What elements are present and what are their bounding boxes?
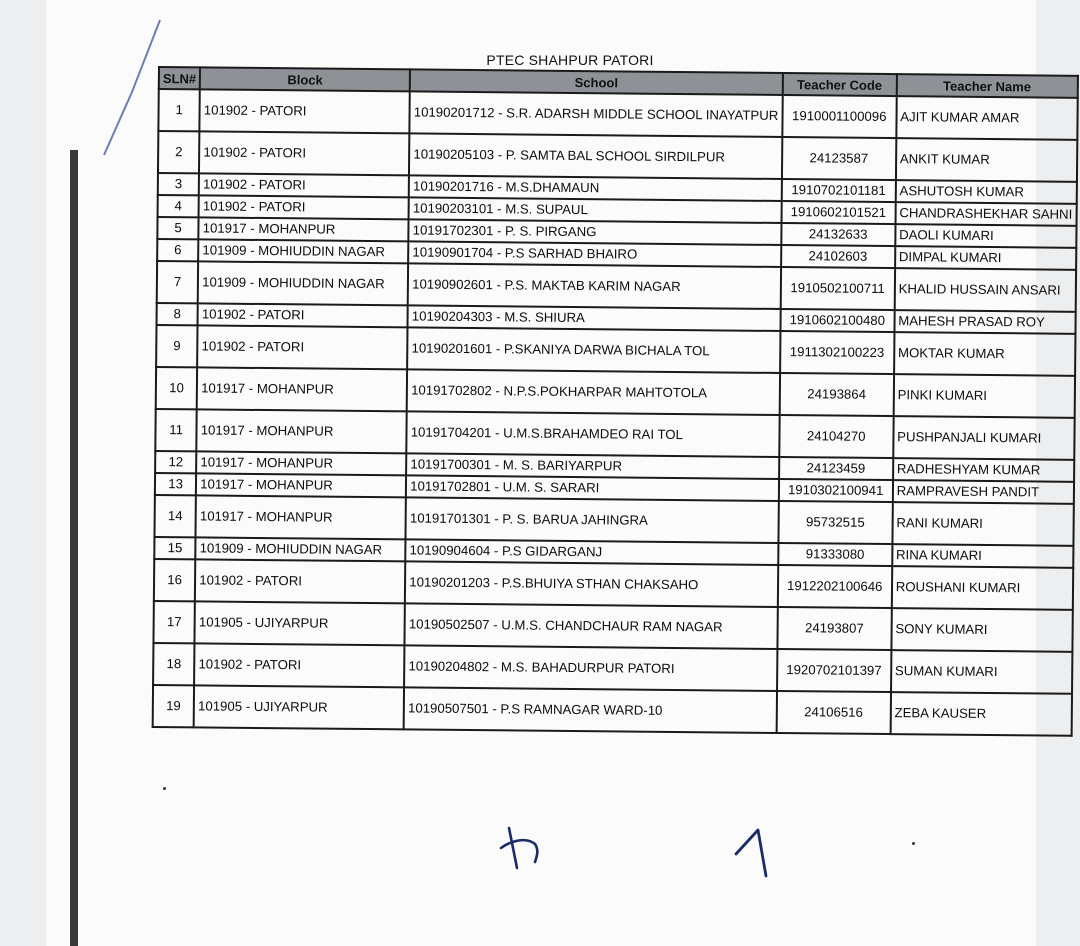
row-block: 101917 - MOHANPUR: [199, 217, 409, 241]
row-teacher-name: PUSHPANJALI KUMARI: [893, 416, 1074, 460]
row-school: 10191702801 - U.M. S. SARARI: [406, 475, 779, 501]
row-teacher-name: KHALID HUSSAIN ANSARI: [894, 268, 1075, 312]
row-teacher-code: 1911302100223: [780, 331, 894, 374]
row-sl-number: 8: [157, 303, 198, 325]
row-teacher-name: CHANDRASHEKHAR SAHNI: [895, 202, 1076, 226]
row-sl-number: 4: [158, 195, 199, 217]
row-school: 10191702301 - P. S. PIRGANG: [409, 219, 782, 245]
row-block: 101902 - PATORI: [199, 131, 409, 175]
document-title: PTEC SHAHPUR PATORI: [486, 52, 654, 68]
row-sl-number: 19: [153, 685, 195, 727]
row-school: 10190201712 - S.R. ADARSH MIDDLE SCHOOL INAYATPUR: [410, 91, 783, 137]
row-teacher-code: 1910602101521: [781, 201, 895, 224]
row-school: 10190901704 - P.S SARHAD BHAIRO: [408, 241, 781, 267]
row-sl-number: 16: [154, 559, 196, 601]
table-row: [153, 685, 1072, 736]
row-school: 10190904604 - P.S GIDARGANJ: [405, 539, 778, 565]
row-teacher-code: 24193807: [777, 607, 891, 650]
row-teacher-name: DIMPAL KUMARI: [895, 246, 1076, 270]
row-block: 101902 - PATORI: [197, 325, 407, 369]
row-teacher-name: RINA KUMARI: [892, 544, 1073, 568]
row-block: 101902 - PATORI: [199, 195, 409, 219]
row-block: 101909 - MOHIUDDIN NAGAR: [198, 261, 408, 305]
row-school: 10190507501 - P.S RAMNAGAR WARD-10: [404, 687, 777, 733]
row-school: 10190201203 - P.S.BHUIYA STHAN CHAKSAHO: [405, 561, 778, 607]
row-school: 10190205103 - P. SAMTA BAL SCHOOL SIRDILPUR: [409, 133, 782, 179]
row-school: 10190201716 - M.S.DHAMAUN: [409, 175, 782, 201]
row-block: 101917 - MOHANPUR: [196, 451, 406, 475]
row-sl-number: 17: [153, 601, 195, 643]
row-block: 101902 - PATORI: [194, 643, 404, 687]
handwritten-initial-mark: [495, 822, 545, 872]
row-block: 101902 - PATORI: [199, 173, 409, 197]
row-teacher-code: 24106516: [776, 691, 890, 734]
row-teacher-name: RADHESHYAM KUMAR: [893, 458, 1074, 482]
row-teacher-code: 1912202100646: [778, 565, 892, 608]
row-school: 10191702802 - N.P.S.POKHARPAR MAHTOTOLA: [407, 369, 780, 415]
row-sl-number: 10: [156, 367, 198, 409]
row-teacher-name: PINKI KUMARI: [893, 374, 1074, 418]
row-teacher-name: AJIT KUMAR AMAR: [896, 96, 1077, 140]
row-teacher-code: 95732515: [778, 501, 892, 544]
ink-speck: [163, 787, 166, 790]
row-sl-number: 15: [154, 537, 195, 559]
row-teacher-name: MOKTAR KUMAR: [894, 332, 1075, 376]
row-teacher-code: 24123587: [782, 137, 896, 180]
row-teacher-code: 1910602100480: [780, 309, 894, 332]
row-teacher-name: RANI KUMARI: [892, 502, 1073, 546]
row-teacher-name: RAMPRAVESH PANDIT: [893, 480, 1074, 504]
row-teacher-code: 1920702101397: [777, 649, 891, 692]
teacher-roster-table: [152, 66, 1079, 737]
row-block: 101909 - MOHIUDDIN NAGAR: [196, 537, 406, 561]
row-teacher-name: MAHESH PRASAD ROY: [894, 310, 1075, 334]
column-header-school: School: [410, 69, 783, 95]
row-teacher-name: ROUSHANI KUMARI: [892, 566, 1073, 610]
row-teacher-code: 24132633: [781, 223, 895, 246]
row-teacher-name: ANKIT KUMAR: [896, 138, 1077, 182]
row-block: 101917 - MOHANPUR: [196, 495, 406, 539]
row-teacher-code: 24123459: [779, 457, 893, 480]
column-header-block: Block: [200, 67, 410, 91]
row-block: 101909 - MOHIUDDIN NAGAR: [198, 239, 408, 263]
row-school: 10190902601 - P.S. MAKTAB KARIM NAGAR: [408, 263, 781, 309]
row-teacher-code: 24102603: [781, 245, 895, 268]
row-sl-number: 5: [157, 217, 198, 239]
table-body: [153, 89, 1078, 736]
row-school: 10190203101 - M.S. SUPAUL: [409, 197, 782, 223]
row-teacher-code: 1910302100941: [779, 479, 893, 502]
row-sl-number: 14: [154, 495, 196, 537]
row-school: 10190502507 - U.M.S. CHANDCHAUR RAM NAGAR: [405, 603, 778, 649]
column-header-teacher-code: Teacher Code: [782, 73, 896, 96]
row-block: 101902 - PATORI: [195, 559, 405, 603]
column-header-sl: SLN#: [159, 67, 200, 89]
row-school: 10190204802 - M.S. BAHADURPUR PATORI: [404, 645, 777, 691]
row-school: 10190204303 - M.S. SHIURA: [408, 305, 781, 331]
row-school: 10191704201 - U.M.S.BRAHAMDEO RAI TOL: [407, 411, 780, 457]
row-school: 10191700301 - M. S. BARIYARPUR: [406, 453, 779, 479]
row-sl-number: 2: [158, 131, 200, 173]
row-block: 101902 - PATORI: [200, 89, 410, 133]
row-sl-number: 18: [153, 643, 195, 685]
row-block: 101917 - MOHANPUR: [197, 409, 407, 453]
row-teacher-name: ASHUTOSH KUMAR: [895, 180, 1076, 204]
row-block: 101905 - UJIYARPUR: [195, 601, 405, 645]
row-teacher-code: 91333080: [778, 543, 892, 566]
row-block: 101902 - PATORI: [198, 303, 408, 327]
ink-speck: [912, 842, 915, 845]
row-sl-number: 6: [157, 239, 198, 261]
row-teacher-name: SONY KUMARI: [891, 608, 1072, 652]
row-teacher-name: SUMAN KUMARI: [891, 650, 1072, 694]
row-block: 101917 - MOHANPUR: [196, 473, 406, 497]
row-school: 10191701301 - P. S. BARUA JAHINGRA: [406, 497, 779, 543]
row-teacher-code: 1910702101181: [781, 179, 895, 202]
row-teacher-name: DAOLI KUMARI: [895, 224, 1076, 248]
row-teacher-code: 1910001100096: [782, 95, 896, 138]
row-sl-number: 1: [158, 89, 200, 131]
row-teacher-name: ZEBA KAUSER: [890, 692, 1071, 736]
row-sl-number: 7: [157, 261, 199, 303]
column-header-teacher-name: Teacher Name: [896, 74, 1077, 98]
handwritten-tick-mark: [730, 822, 780, 882]
row-teacher-code: 24193864: [779, 373, 893, 416]
row-block: 101905 - UJIYARPUR: [194, 685, 404, 729]
row-block: 101917 - MOHANPUR: [197, 367, 407, 411]
row-school: 10190201601 - P.SKANIYA DARWA BICHALA TOL: [407, 327, 780, 373]
row-sl-number: 3: [158, 173, 199, 195]
row-teacher-code: 24104270: [779, 415, 893, 458]
row-sl-number: 11: [155, 409, 197, 451]
row-sl-number: 13: [155, 473, 196, 495]
row-sl-number: 9: [156, 325, 198, 367]
row-teacher-code: 1910502100711: [780, 267, 894, 310]
row-sl-number: 12: [155, 451, 196, 473]
